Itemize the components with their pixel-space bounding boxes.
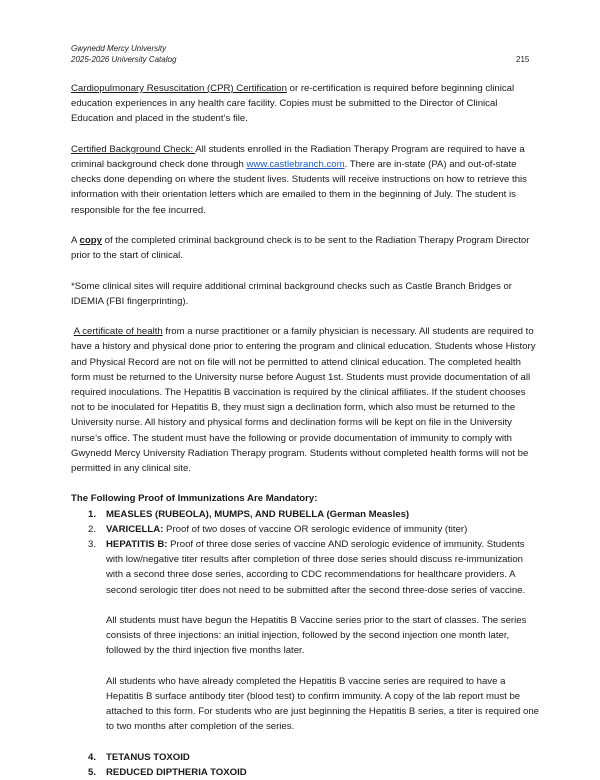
item-label: HEPATITIS B: xyxy=(106,539,168,551)
catalog-title: 2025-2026 University Catalog xyxy=(71,55,177,64)
list-item xyxy=(71,537,541,750)
cpr-text: or re-certification is required before beginning clinical education experiences in any health care facility. Copies must be submitted to the Director of Clinical Education and placed in the student’s file. xyxy=(71,83,515,125)
page-number: 215 xyxy=(516,55,530,64)
item-number: 3. xyxy=(88,539,97,551)
item-number: 4. xyxy=(88,751,97,763)
cpr-title: Cardiopulmonary Resuscitation (CPR) Certification xyxy=(71,83,287,94)
item-label: MEASLES (RUBEOLA), MUMPS, AND RUBELLA (German Measles) xyxy=(106,508,410,520)
item-label: REDUCED DIPTHERIA TOXOID xyxy=(106,767,247,779)
cpr-paragraph xyxy=(71,81,541,127)
institution-name: Gwynedd Mercy University xyxy=(71,44,167,53)
item-number: 1. xyxy=(88,508,97,520)
item-text: Proof of two doses of vaccine OR serologic evidence of immunity (titer) xyxy=(163,523,468,535)
list-item xyxy=(71,750,541,765)
list-item xyxy=(71,507,541,522)
immunizations-list xyxy=(71,507,541,780)
health-text: from a nurse practitioner or a family physician is necessary. All students are required to have a history and physical done prior to entering the program and clinical education. Students whose History and Physical Record are not on file will not be permitted to attend clinical education. The completed health form must be returned to the University nurse before August 1st. Students must provide documentation of all required inoculations. The Hepatitis B vaccination is required by the clinical affiliates. If the student chooses not to be inoculated for Hepatitis B, they must sign a declination form, which also must be returned to the University nurse. All history and physical forms and declination forms will be kept on file in the University nurse’s office. The student must have the following or provide documentation of immunity to comply with Gwynedd Mercy University Radiation Therapy program. Students without completed health forms will not be permitted in any clinical site. xyxy=(71,326,536,475)
background-text-1: All students enrolled in the Radiation Therapy Program are required to have a criminal background check done through xyxy=(71,143,525,170)
running-header xyxy=(71,43,176,65)
item-number: 5. xyxy=(88,767,97,779)
additional-checks-note: *Some clinical sites will require additional criminal background checks such as Castle Branch Bridges or IDEMIA (FBI fingerprinting). xyxy=(71,280,512,307)
item-label: TETANUS TOXOID xyxy=(106,751,190,763)
item-text: Proof of three dose series of vaccine AND serologic evidence of immunity. Students with low/negative titer results after completion of three dose series should discuss re-immunization with a second three dose series, according to CDC recommendations for healthcare providers. A second serologic titer does not need to be submitted after the second three-dose series of vaccine. xyxy=(106,539,526,596)
list-item xyxy=(71,765,541,780)
item-label: VARICELLA: xyxy=(106,523,164,535)
background-check-paragraph xyxy=(71,142,541,218)
copy-paragraph xyxy=(71,233,541,263)
background-text-2: . There are in-state (PA) and out-of-state checks done depending on where the student lives. Students will receive instructions on how to retrieve this information with their orientation letters which are emailed to them in the beginning of July. The student is responsible for the fee incurred. xyxy=(71,159,527,216)
health-certificate-paragraph xyxy=(71,324,541,476)
copy-emphasis: copy xyxy=(79,235,102,246)
background-check-title: Certified Background Check: xyxy=(71,143,196,155)
health-title: A certificate of health xyxy=(73,326,163,338)
list-item xyxy=(71,522,541,537)
copy-post: of the completed criminal background check is to be sent to the Radiation Therapy Program Director prior to the start of clinical. xyxy=(71,235,530,262)
item-number: 2. xyxy=(88,523,97,535)
castlebranch-link[interactable]: www.castlebranch.com xyxy=(246,159,345,170)
immunizations-heading: The Following Proof of Immunizations Are Mandatory: xyxy=(71,493,318,505)
hepb-titer-paragraph: All students who have already completed the Hepatitis B vaccine series are required to have a Hepatitis B surface antibody titer (blood test) to confirm immunity. A copy of the lab report must be attached to this form. For students who are just beginning the Hepatitis B series, a titer is required one to two months after completion of the series. xyxy=(106,675,540,733)
copy-pre: A xyxy=(71,235,80,246)
hepb-series-paragraph: All students must have begun the Hepatitis B Vaccine series prior to the start of classes. The series consists of three injections: an initial injection, followed by the second injection one month later, followed by the third injection five months later. xyxy=(106,615,527,657)
document-body xyxy=(71,81,541,780)
